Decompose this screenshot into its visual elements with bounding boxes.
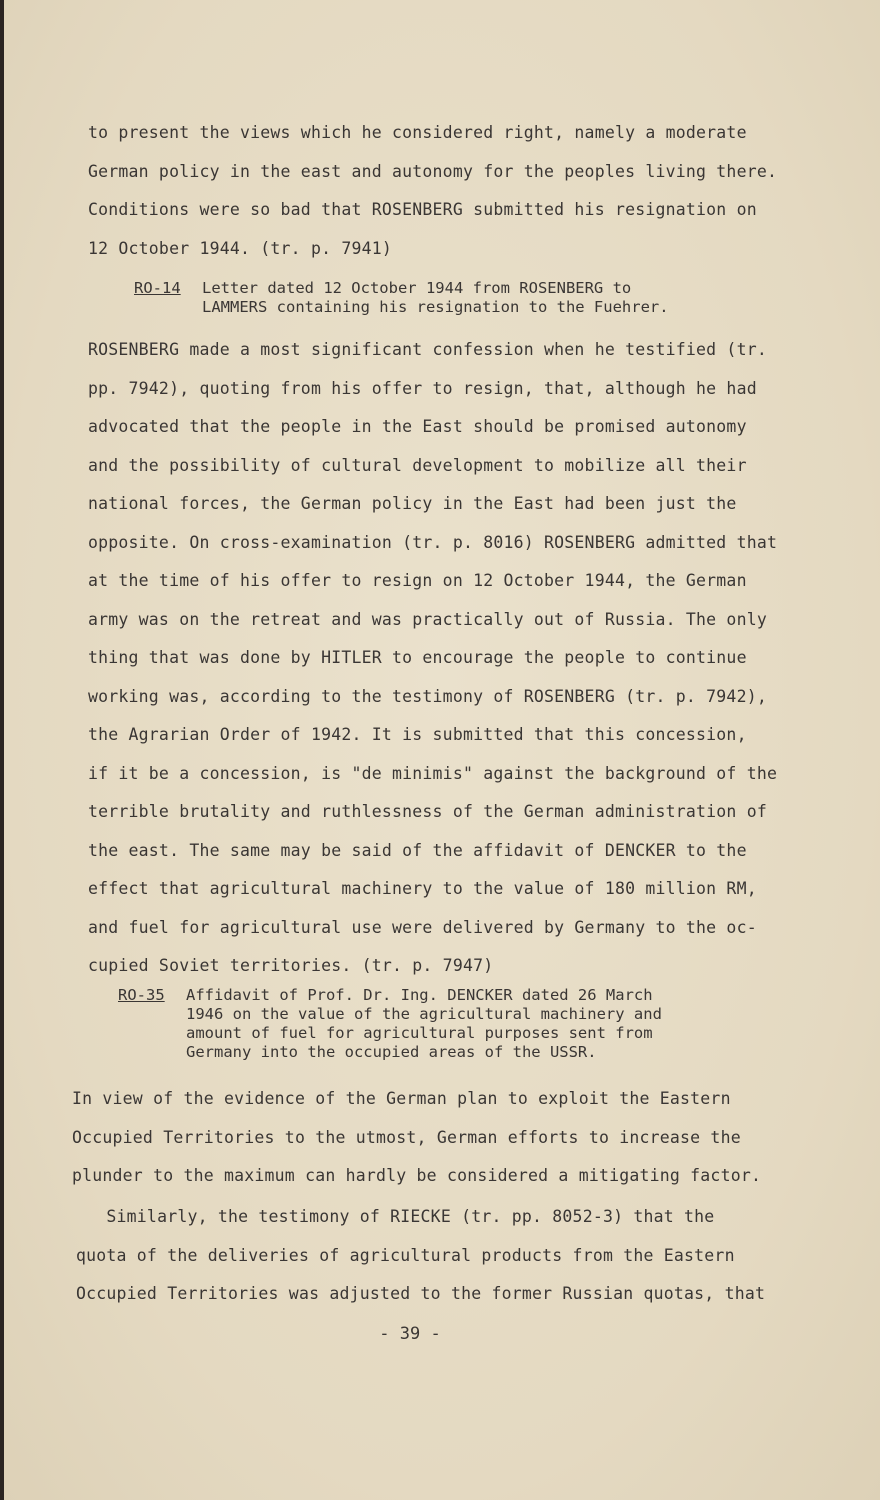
text-line: Conditions were so bad that ROSENBERG submitted his resignation on — [88, 200, 757, 219]
text-line: Occupied Territories to the utmost, German efforts to increase the — [72, 1127, 741, 1147]
text-line: national forces, the German policy in the East had been just the — [88, 494, 737, 513]
text-line: opposite. On cross-examination (tr. p. 8016) ROSENBERG admitted that — [88, 532, 778, 552]
exhibit-ro-14 — [134, 279, 694, 319]
text-line: the east. The same may be said of the affidavit of DENCKER to the — [88, 840, 747, 860]
text-line: amount of fuel for agricultural purposes sent from — [186, 1024, 653, 1042]
text-line: the Agrarian Order of 1942. It is submitted that this concession, — [88, 725, 747, 744]
paragraph-2 — [88, 331, 778, 986]
scan-edge — [0, 0, 4, 1500]
exhibit-description — [202, 279, 669, 317]
text-line: Affidavit of Prof. Dr. Ing. DENCKER dated 26 March — [186, 986, 653, 1004]
text-line: LAMMERS containing his resignation to the Fuehrer. — [202, 298, 669, 316]
text-line: advocated that the people in the East should be promised autonomy — [88, 417, 747, 436]
text-line: 12 October 1944. (tr. p. 7941) — [88, 238, 393, 258]
text-line: to present the views which he considered right, namely a moderate — [88, 123, 747, 142]
exhibit-description — [186, 986, 662, 1062]
text-line: plunder to the maximum can hardly be considered a mitigating factor. — [72, 1166, 762, 1185]
text-line: Similarly, the testimony of RIECKE (tr. pp. 8052-3) that the — [76, 1207, 715, 1226]
text-line: 1946 on the value of the agricultural machinery and — [186, 1005, 662, 1023]
paragraph-3 — [72, 1080, 762, 1196]
text-line: Letter dated 12 October 1944 from ROSENBERG to — [202, 279, 632, 297]
paragraph-1 — [88, 114, 778, 268]
text-line: at the time of his offer to resign on 12 October 1944, the German — [88, 571, 747, 590]
text-line: army was on the retreat and was practically out of Russia. The only — [88, 609, 767, 629]
text-line: thing that was done by HITLER to encourage the people to continue — [88, 648, 747, 667]
text-line: effect that agricultural machinery to the value of 180 million RM, — [88, 879, 757, 898]
text-line: quota of the deliveries of agricultural products from the Eastern — [76, 1245, 735, 1265]
text-line: Occupied Territories was adjusted to the former Russian quotas, that — [76, 1284, 766, 1303]
paragraph-4 — [76, 1198, 766, 1314]
text-line: and fuel for agricultural use were delivered by Germany to the oc- — [88, 917, 757, 937]
text-line: and the possibility of cultural development to mobilize all their — [88, 455, 747, 475]
text-line: German policy in the east and autonomy for the peoples living there. — [88, 161, 778, 181]
text-line: working was, according to the testimony of ROSENBERG (tr. p. 7942), — [88, 686, 767, 706]
text-line: if it be a concession, is "de minimis" against the background of the — [88, 763, 778, 783]
exhibit-tag: RO-35 — [118, 986, 165, 1004]
text-line: In view of the evidence of the German plan to exploit the Eastern — [72, 1089, 731, 1108]
page-number: - 39 - — [379, 1324, 441, 1344]
text-line: cupied Soviet territories. (tr. p. 7947) — [88, 956, 494, 975]
text-line: terrible brutality and ruthlessness of the German administration of — [88, 802, 767, 821]
text-line: ROSENBERG made a most significant confession when he testified (tr. — [88, 340, 767, 359]
exhibit-ro-35 — [118, 986, 708, 1066]
text-line: Germany into the occupied areas of the USSR. — [186, 1043, 597, 1061]
exhibit-tag: RO-14 — [134, 279, 181, 297]
text-line: pp. 7942), quoting from his offer to resign, that, although he had — [88, 378, 757, 398]
